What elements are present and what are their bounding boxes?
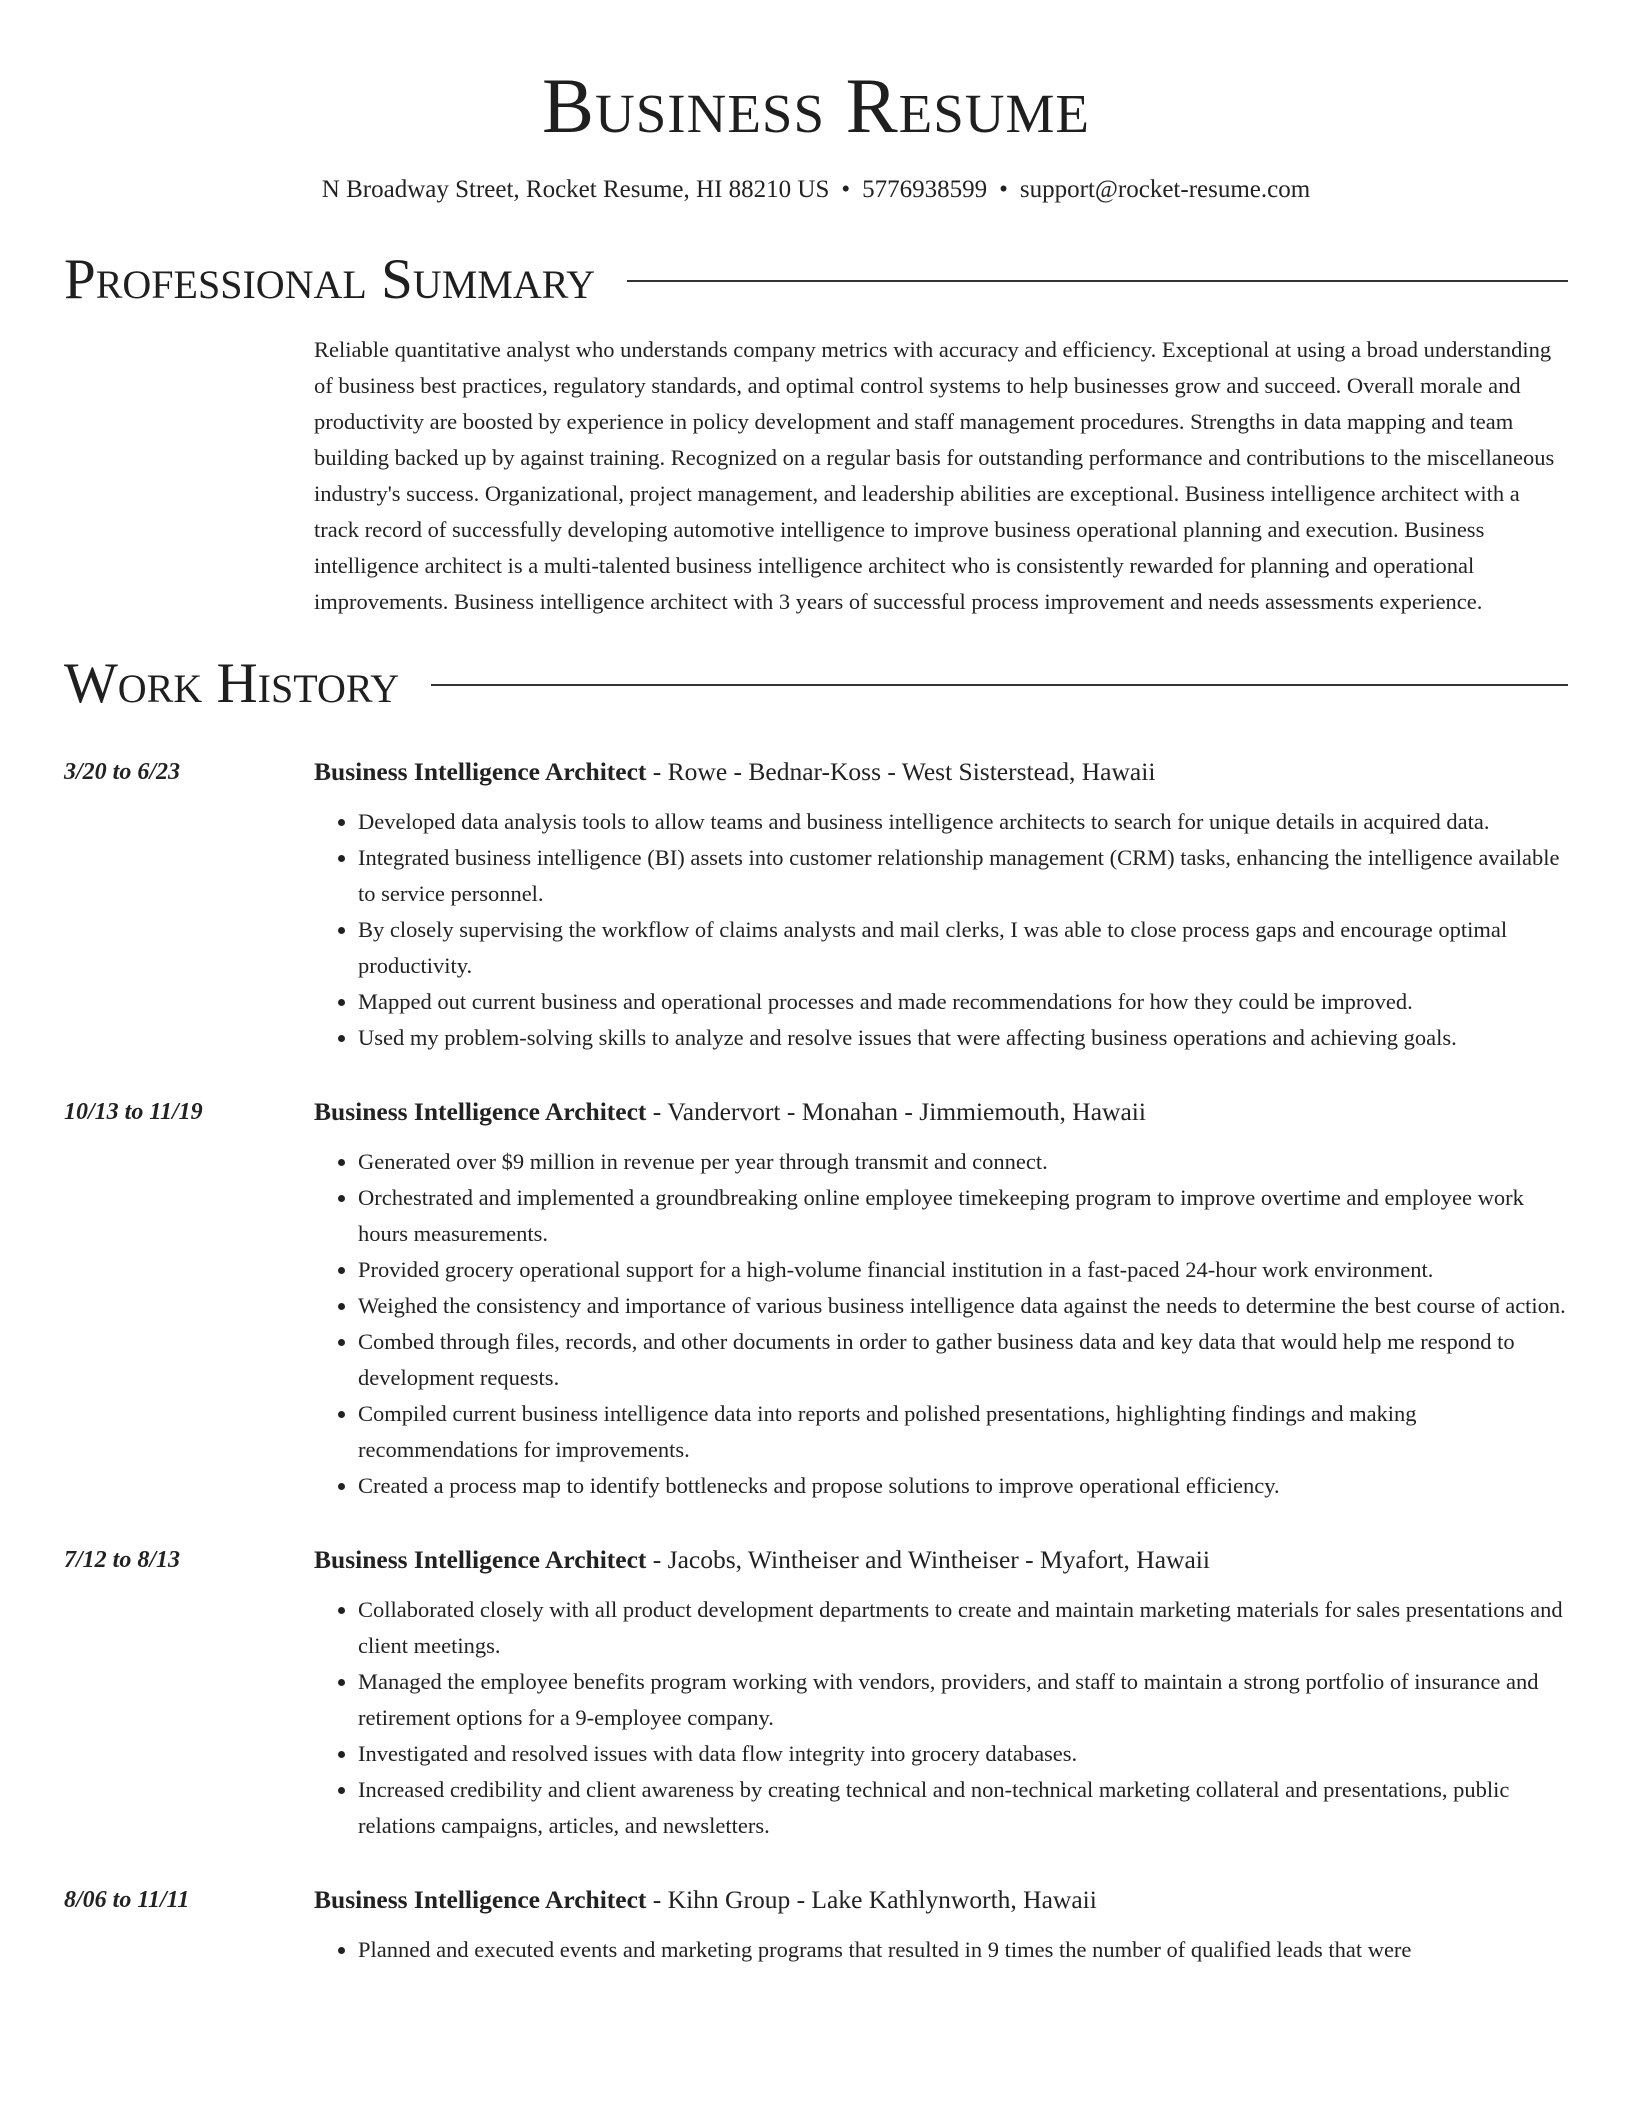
job-entry [64, 1094, 1568, 1504]
job-bullet: • Managed the employee benefits program working with vendors, providers, and staff to maintain a strong portfolio of insurance and retirement options for a 9-employee company. [358, 1664, 1568, 1736]
job-bullet: • Generated over $9 million in revenue per year through transmit and connect. [358, 1144, 1568, 1180]
job-heading [314, 1094, 1568, 1130]
resume-title: Business Resume [541, 62, 1091, 149]
job-bullet-list [314, 1592, 1568, 1844]
job-entry [64, 1882, 1568, 1968]
job-title: Business Intelligence Architect [314, 1097, 647, 1126]
section-divider [627, 280, 1568, 282]
job-dates: 8/06 to 11/11 [64, 1887, 190, 1913]
job-company-location: - Jacobs, Wintheiser and Wintheiser - Myafort, Hawaii [646, 1545, 1210, 1574]
job-entry [64, 754, 1568, 1056]
job-bullet: • Mapped out current business and operational processes and made recommendations for how they could be improved. [358, 984, 1568, 1020]
job-body [314, 1542, 1568, 1844]
job-title: Business Intelligence Architect [314, 757, 647, 786]
job-bullet-list [314, 1144, 1568, 1504]
job-dates: 10/13 to 11/19 [64, 1099, 203, 1125]
contact-separator: • [841, 176, 851, 203]
summary-section-header [64, 248, 1568, 312]
contact-phone: 5776938599 [862, 176, 988, 203]
job-body [314, 1882, 1568, 1968]
summary-text: Reliable quantitative analyst who understands company metrics with accuracy and efficiency. Exceptional at using a broad understanding of business best practices, regulatory standards, and optimal control systems to help businesses grow and succeed. Overall morale and productivity are boosted by experience in policy development and staff management procedures. Strengths in data mapping and team building backed up by against training. Recognized on a regular basis for outstanding performance and contributions to the miscellaneous industry's success. Organizational, project management, and leadership abilities are exceptional. Business intelligence architect with a track record of successfully developing automotive intelligence to improve business operational planning and execution. Business intelligence architect is a multi-talented business intelligence architect who is consistently rewarded for planning and operational improvements. Business intelligence architect with 3 years of successful process improvement and needs assessments experience. [314, 337, 1555, 614]
section-divider [431, 684, 1568, 686]
job-company-location: - Kihn Group - Lake Kathlynworth, Hawaii [646, 1885, 1097, 1914]
summary-heading: Professional Summary [64, 248, 596, 311]
job-body [314, 754, 1568, 1056]
job-entry [64, 1542, 1568, 1844]
work-section-header [64, 652, 1568, 716]
job-dates: 3/20 to 6/23 [64, 759, 181, 785]
job-bullet: • Investigated and resolved issues with data flow integrity into grocery databases. [358, 1736, 1568, 1772]
job-bullet: • By closely supervising the workflow of claims analysts and mail clerks, I was able to close process gaps and encourage optimal productivity. [358, 912, 1568, 984]
job-bullet: • Orchestrated and implemented a groundbreaking online employee timekeeping program to improve overtime and employee work hours measurements. [358, 1180, 1568, 1252]
work-history-list [64, 754, 1568, 1968]
job-bullet: • Integrated business intelligence (BI) assets into customer relationship management (CRM) tasks, enhancing the intelligence available to service personnel. [358, 840, 1568, 912]
job-bullet: • Combed through files, records, and other documents in order to gather business data and key data that would help me respond to development requests. [358, 1324, 1568, 1396]
job-bullet: • Collaborated closely with all product development departments to create and maintain marketing materials for sales presentations and client meetings. [358, 1592, 1568, 1664]
job-bullet: • Provided grocery operational support for a high-volume financial institution in a fast-paced 24-hour work environment. [358, 1252, 1568, 1288]
job-dates: 7/12 to 8/13 [64, 1547, 181, 1573]
contact-address: N Broadway Street, Rocket Resume, HI 88210 US [321, 176, 830, 203]
job-title: Business Intelligence Architect [314, 1545, 647, 1574]
job-bullet: • Weighed the consistency and importance of various business intelligence data against the needs to determine the best course of action. [358, 1288, 1568, 1324]
work-heading: Work History [64, 652, 400, 715]
job-heading [314, 1542, 1568, 1578]
job-bullet: • Used my problem-solving skills to analyze and resolve issues that were affecting business operations and achieving goals. [358, 1020, 1568, 1056]
contact-separator: • [999, 176, 1008, 203]
job-bullet-list [314, 1932, 1568, 1968]
job-bullet: • Increased credibility and client awareness by creating technical and non-technical marketing collateral and presentations, public relations campaigns, articles, and newsletters. [358, 1772, 1568, 1844]
contact-line [64, 174, 1568, 206]
job-title: Business Intelligence Architect [314, 1885, 647, 1914]
contact-email: support@rocket-resume.com [1019, 176, 1311, 203]
job-heading [314, 754, 1568, 790]
job-bullet: • Developed data analysis tools to allow teams and business intelligence architects to search for unique details in acquired data. [358, 804, 1568, 840]
job-bullet: • Planned and executed events and marketing programs that resulted in 9 times the number of qualified leads that were [358, 1932, 1568, 1968]
job-company-location: - Vandervort - Monahan - Jimmiemouth, Hawaii [646, 1097, 1146, 1126]
job-heading [314, 1882, 1568, 1918]
job-bullet: • Created a process map to identify bottlenecks and propose solutions to improve operational efficiency. [358, 1468, 1568, 1504]
job-company-location: - Rowe - Bednar-Koss - West Sisterstead, Hawaii [646, 757, 1156, 786]
job-body [314, 1094, 1568, 1504]
job-bullet: • Compiled current business intelligence data into reports and polished presentations, highlighting findings and making recommendations for improvements. [358, 1396, 1568, 1468]
job-bullet-list [314, 804, 1568, 1056]
